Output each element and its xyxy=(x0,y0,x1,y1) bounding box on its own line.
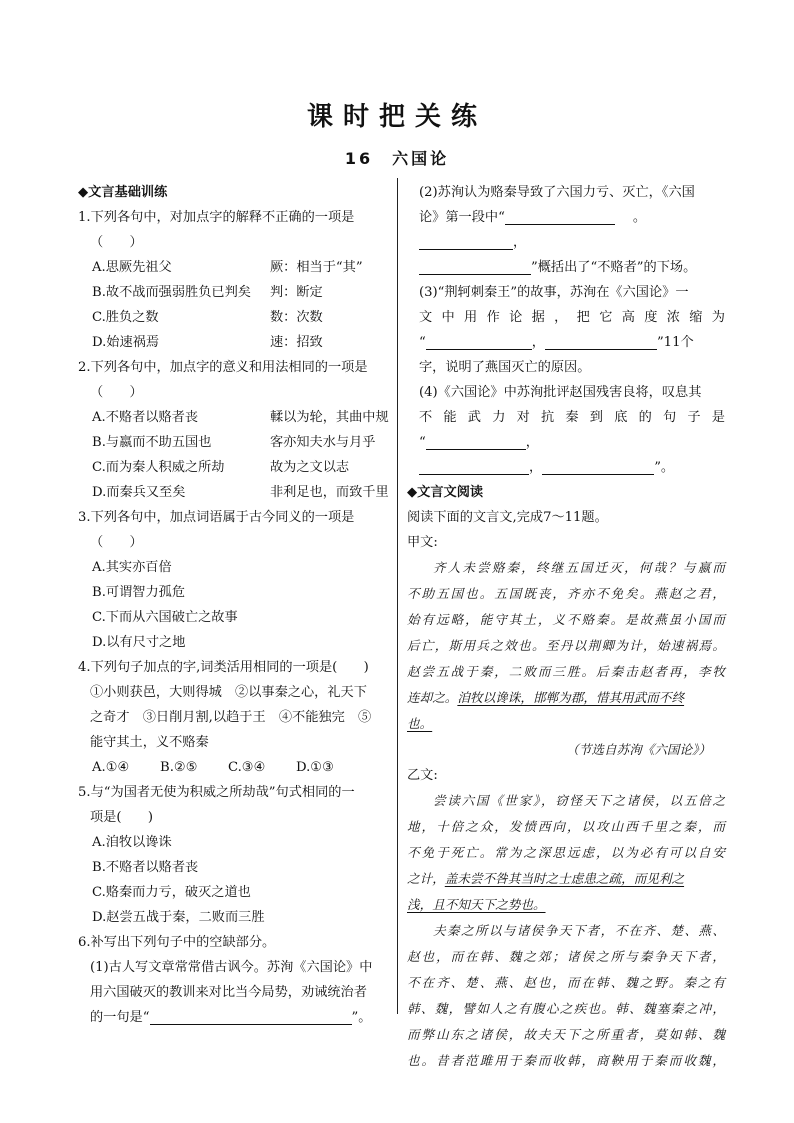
option-sentence: C.而为秦人积威之所劫 xyxy=(92,460,225,475)
underlined-sentence: 浅，且不知天下之势也。 xyxy=(407,897,546,912)
option-gloss: 速：招致 xyxy=(270,335,323,350)
question-2-stem: 2.下列各句中，加点字的意义和用法相同的一项是 xyxy=(78,360,368,375)
choice-d: D.①③ xyxy=(296,760,334,775)
passage-line: 连却之。洎牧以谗诛，邯郸为郡，惜其用武而不终 xyxy=(407,690,685,705)
question-6-part4-line: “ ， xyxy=(419,435,539,450)
choice-a: A.①④ xyxy=(92,760,130,775)
question-1-answer-paren: （ ） xyxy=(90,235,143,250)
underlined-sentence: 也。 xyxy=(407,716,433,731)
question-3-option: D.以有尺寸之地 xyxy=(92,635,186,650)
question-2-option xyxy=(78,455,394,480)
question-6-stem: 6.补写出下列句子中的空缺部分。 xyxy=(78,935,276,950)
question-3-option: B.可谓智力孤危 xyxy=(92,585,186,600)
question-3-option: C.下而从六国破亡之故事 xyxy=(92,610,238,625)
page-title: 课时把关练 xyxy=(306,102,487,132)
question-6-part3-line: 字，说明了燕国灭亡的原因。 xyxy=(419,360,591,375)
question-6-part2-line: (2)苏洵认为赂秦导致了六国力亏、灭亡，《六国 xyxy=(419,185,695,200)
option-sentence: B.与嬴而不助五国也 xyxy=(92,435,212,450)
question-1-stem: 1.下列各句中，对加点字的解释不正确的一项是 xyxy=(78,210,355,225)
passage-line: 也。昔者范雎用于秦而收韩，商鞅用于秦而收魏， xyxy=(407,1053,725,1068)
passage-line: 赵也，而在韩、魏之郊；诸侯之所与秦争天下者， xyxy=(407,949,725,964)
passage-jia-label: 甲文: xyxy=(407,535,438,550)
question-6-part4-line: (4)《六国论》中苏洵批评赵国残害良将，叹息其 xyxy=(419,385,702,400)
question-2-option xyxy=(78,405,394,430)
fill-blank[interactable] xyxy=(505,208,615,225)
section-heading-reading: ◆文言文阅读 xyxy=(407,485,484,500)
fill-blank[interactable] xyxy=(419,233,513,250)
question-6-part2-line: 论》第一段中“ 。 xyxy=(419,210,647,225)
option-sentence: A.不赂者以赂者丧 xyxy=(92,410,199,425)
question-5-stem: 5.与“为国者无使为积威之所劫哉”句式相同的一 xyxy=(78,785,355,800)
choice-b: B.②⑤ xyxy=(160,760,198,775)
question-1-option xyxy=(78,280,394,305)
passage-line: 韩、魏，譬如人之有腹心之疾也。韩、魏塞秦之冲， xyxy=(407,1001,725,1016)
question-5-option: D.赵尝五战于秦，二败而三胜 xyxy=(92,910,265,925)
underlined-sentence: 洎牧以谗诛，邯郸为郡，惜其用武而不终 xyxy=(457,690,685,705)
question-1-option xyxy=(78,305,394,330)
passage-line: 始有远略，能守其土，义不赂秦。是故燕虽小国而 xyxy=(407,612,725,627)
option-gloss: 厥：相当于“其” xyxy=(270,260,363,275)
choice-c: C.③④ xyxy=(228,760,266,775)
passage-jia xyxy=(407,555,725,763)
question-1-option xyxy=(78,330,394,355)
question-4-stem: 4.下列句子加点的字,词类活用相同的一项是( ) xyxy=(78,660,369,675)
fill-blank[interactable] xyxy=(542,458,654,475)
passage-line xyxy=(407,892,725,918)
right-column xyxy=(407,180,725,1074)
fill-blank[interactable] xyxy=(545,333,657,350)
passage-line: 之计，盖未尝不咎其当时之士虑患之疏，而见利之 xyxy=(407,871,685,886)
option-sentence: C.胜负之数 xyxy=(92,310,159,325)
option-sentence: B.故不战而强弱胜负已判矣 xyxy=(92,285,251,300)
question-2-option xyxy=(78,430,394,455)
section-heading-basics: ◆文言基础训练 xyxy=(78,185,168,200)
option-compare: 故为之文以志 xyxy=(270,460,350,475)
passage-line: 赵尝五战于秦，二败而三胜。后秦击赵者再，李牧 xyxy=(407,664,725,679)
question-5-option: C.赂秦而力亏，破灭之道也 xyxy=(92,885,251,900)
passage-line: 地，十倍之众，发愤西向，以攻山西千里之秦，而 xyxy=(407,819,725,834)
question-4-items-line: ①小则获邑，大则得城 ②以事秦之心，礼天下 xyxy=(90,685,367,700)
question-4-choices xyxy=(78,755,394,780)
fill-blank[interactable] xyxy=(426,333,532,350)
question-4-items-line: 能守其土，义不赂秦 xyxy=(90,735,209,750)
passage-yi xyxy=(407,788,725,1074)
question-6-part1-line: (1)古人写文章常常借古讽今。苏洵《六国论》中 xyxy=(90,960,373,975)
question-2-answer-paren: （ ） xyxy=(90,385,143,400)
option-sentence: D.始速祸焉 xyxy=(92,335,160,350)
option-gloss: 数：次数 xyxy=(270,310,323,325)
option-gloss: 判：断定 xyxy=(270,285,323,300)
question-3-answer-paren: （ ） xyxy=(90,535,143,550)
passage-yi-label: 乙文: xyxy=(407,768,438,783)
fill-blank[interactable] xyxy=(150,1008,352,1025)
question-5-option: B.不赂者以赂者丧 xyxy=(92,860,199,875)
question-2-option xyxy=(78,480,394,505)
passage-line: 夫秦之所以与诸侯争天下者，不在齐、楚、燕、 xyxy=(433,923,725,938)
passage-line: 而弊山东之诸侯，故夫天下之所重者，莫如韩、魏 xyxy=(407,1027,725,1042)
fill-blank[interactable] xyxy=(419,458,529,475)
left-column xyxy=(78,180,394,1030)
question-5-stem-cont: 项是( ) xyxy=(90,810,154,825)
option-sentence: D.而秦兵又至矣 xyxy=(92,485,186,500)
option-compare: 輮以为轮，其曲中规 xyxy=(270,410,389,425)
column-divider xyxy=(397,178,398,1014)
question-6-part4-line: 不能武力对抗秦到底的句子是 xyxy=(419,410,725,425)
option-compare: 非利足也，而致千里 xyxy=(270,485,389,500)
question-6-part2-line: ”概括出了“不赂者”的下场。 xyxy=(407,255,725,280)
passage-line: 齐人未尝赂秦，终继五国迁灭，何哉？与嬴而 xyxy=(433,560,725,575)
question-3-stem: 3.下列各句中，加点词语属于古今同义的一项是 xyxy=(78,510,355,525)
question-6-part2-line: ， xyxy=(407,230,725,255)
question-3-option: A.其实亦百倍 xyxy=(92,560,172,575)
question-6-part3-line: “ ， ”11个 xyxy=(419,335,694,350)
question-6-part1-line: 用六国破灭的教训来对比当今局势，劝诫统治者 xyxy=(90,985,367,1000)
passage-line: 不免于死亡。常为之深思远虑，以为必有可以自安 xyxy=(407,845,725,860)
fill-blank[interactable] xyxy=(426,433,526,450)
passage-line: 不在齐、楚、燕、赵也，而在韩、魏之野。秦之有 xyxy=(407,975,725,990)
option-compare: 客亦知夫水与月乎 xyxy=(270,435,376,450)
passage-line: 尝读六国《世家》，窃怪天下之诸侯，以五倍之 xyxy=(433,793,725,808)
fill-blank[interactable] xyxy=(419,258,531,275)
lesson-title: 16 六国论 xyxy=(344,149,450,168)
question-6-part3-line: 文中用作论据，把它高度浓缩为 xyxy=(419,310,725,325)
question-6-part4-line: ， ”。 xyxy=(407,455,725,480)
reading-instruction: 阅读下面的文言文,完成7～11题。 xyxy=(407,510,608,525)
question-6-part3-line: (3)“荆轲刺秦王”的故事，苏洵在《六国论》一 xyxy=(419,285,689,300)
passage-source: （节选自苏洵《六国论》） xyxy=(566,742,711,757)
question-6-part1-line: 的一句是“ ”。 xyxy=(90,1010,372,1025)
question-4-items-line: 之奇才 ③日削月割,以趋于王 ④不能独完 ⑤ xyxy=(90,710,372,725)
option-sentence: A.思厥先祖父 xyxy=(92,260,172,275)
underlined-sentence: 盖未尝不咎其当时之士虑患之疏，而见利之 xyxy=(444,871,685,886)
passage-line: 后亡，斯用兵之效也。至丹以荆卿为计，始速祸焉。 xyxy=(407,638,725,653)
question-1-option xyxy=(78,255,394,280)
passage-line: 不助五国也。五国既丧，齐亦不免矣。燕赵之君， xyxy=(407,586,725,601)
passage-line xyxy=(407,711,725,737)
question-5-option: A.洎牧以谗诛 xyxy=(92,835,172,850)
